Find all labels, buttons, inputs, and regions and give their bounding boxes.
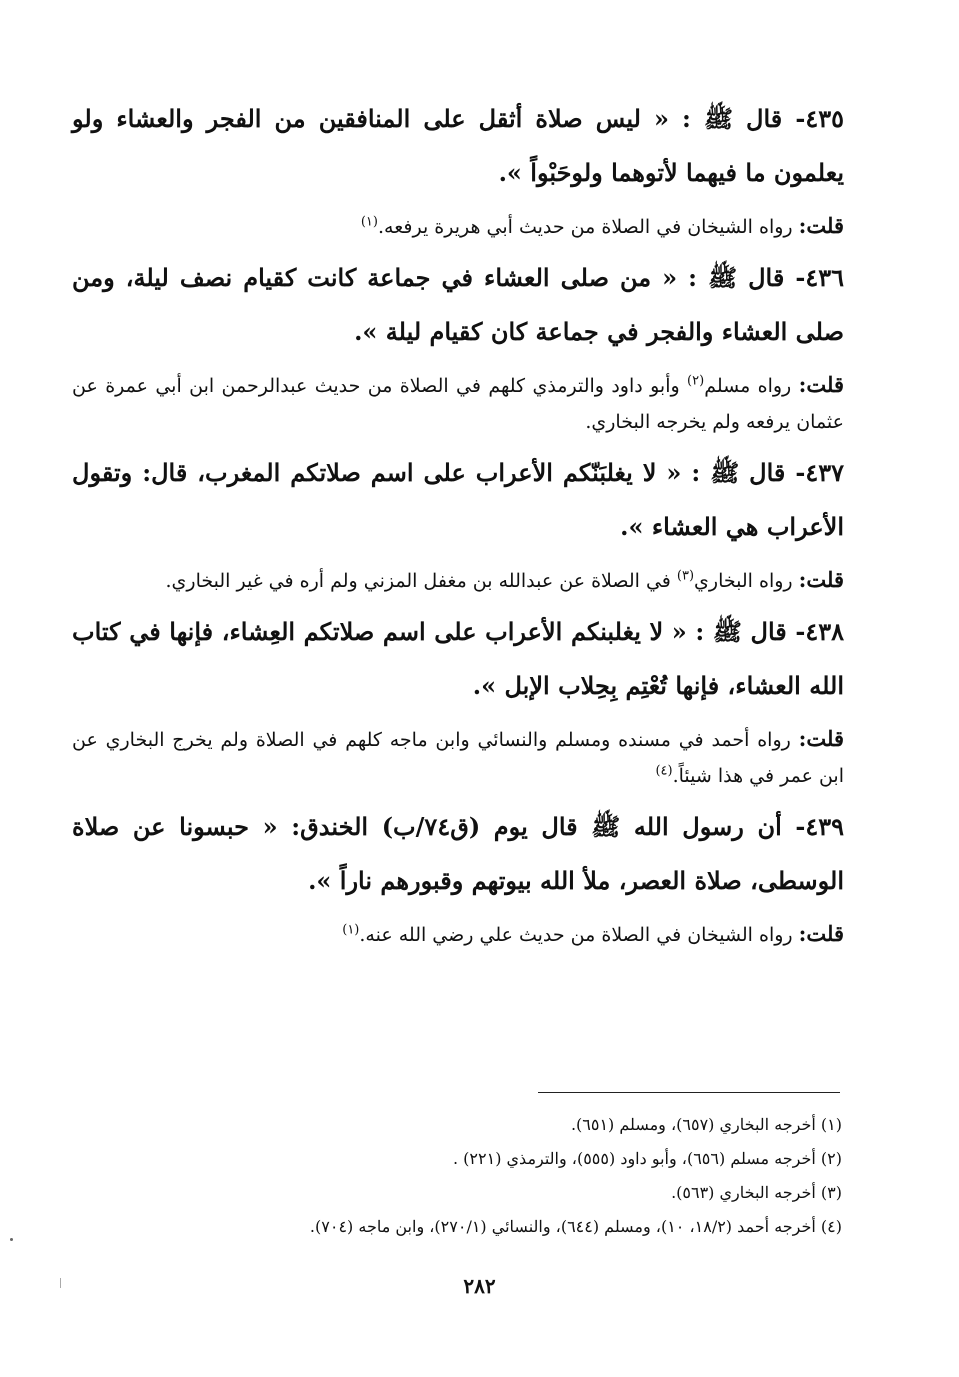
comment-439 [72,916,844,953]
comment-text: وأبو داود والترمذي كلهم في الصلاة من حديث عبدالرحمن ابن أبي عمرة عن عثمان يرفعه ولم يخرجه البخاري. [72,375,844,433]
comment-437 [72,562,844,599]
comment-text: رواه البخاري [694,570,799,592]
footnote-3: (٣) أخرجه البخاري (٥٦٣). [671,1183,842,1202]
comment-435 [72,208,844,245]
page-number: ٢٨٢ [463,1274,496,1298]
footnote-marker[interactable]: (٣) [676,568,695,584]
comment-436 [72,367,844,440]
footnote-1: (١) أخرجه البخاري (٦٥٧)، ومسلم (٦٥١). [570,1115,842,1134]
comment-text: في الصلاة عن عبدالله بن مغفل المزني ولم أره في غير البخاري. [165,570,677,592]
footnote-marker[interactable]: (١) [342,922,360,938]
footnote-divider [538,1092,840,1093]
hadith-438: ٤٣٨- قال ﷺ : « لا يغلبنكم الأعراب على اسم صلاتكم العِشاء، فإنها في كتاب الله العشاء، فإنها تُعْتِم بِحِلاب الإبل ». [72,617,844,700]
main-text [72,92,844,959]
footnote-2: (٢) أخرجه مسلم (٦٥٦)، وأبو داود (٥٥٥)، والترمذي (٢٢١) . [452,1149,842,1168]
comment-text: رواه أحمد في مسنده ومسلم والنسائي وابن ماجه كلهم في الصلاة ولم يخرج البخاري عن ابن عمر في هذا شيئاً. [72,729,844,787]
comment-text: رواه الشيخان في الصلاة من حديث علي رضي الله عنه. [359,924,799,946]
hadith-435: ٤٣٥- قال ﷺ : « ليس صلاة أثقل على المنافقين من الفجر والعشاء ولو يعلمون ما فيهما لأتوهما ولوحَبْواً ». [72,104,844,187]
qult-label: قلت: [798,567,844,592]
comment-text: رواه مسلم [704,375,799,397]
comment-438 [72,721,844,794]
hadith-437: ٤٣٧- قال ﷺ : « لا يغلبَنّكم الأعراب على اسم صلاتكم المغرب، قال: وتقول الأعراب هي العشاء ». [72,458,844,541]
footnote-marker[interactable]: (٤) [655,763,673,779]
scan-speck [10,1238,13,1241]
footnote-4: (٤) أخرجه أحمد (١٨/٢، ١٠)، ومسلم (٦٤٤)، والنسائي (٢٧٠/١)، وابن ماجه (٧٠٤). [309,1217,842,1236]
comment-text: رواه الشيخان في الصلاة من حديث أبي هريرة يرفعه. [377,216,799,238]
hadith-439: ٤٣٩- أن رسول الله ﷺ قال يوم (ق٧٤/ب) الخندق: « حبسونا عن صلاة الوسطى، صلاة العصر، ملأ الله بيوتهم وقبورهم ناراً ». [72,812,845,895]
qult-label: قلت: [798,726,844,751]
footnote-marker[interactable]: (١) [360,214,378,230]
qult-label: قلت: [798,921,844,946]
qult-label: قلت: [798,372,844,397]
footnotes [120,1108,842,1244]
scan-speck [60,1278,61,1288]
footnote-marker[interactable]: (٢) [687,373,705,389]
qult-label: قلت: [798,213,844,238]
hadith-436: ٤٣٦- قال ﷺ : « من صلى العشاء في جماعة كانت كقيام نصف ليلة، ومن صلى العشاء والفجر في جماعة كان كقيام ليلة ». [72,263,844,346]
